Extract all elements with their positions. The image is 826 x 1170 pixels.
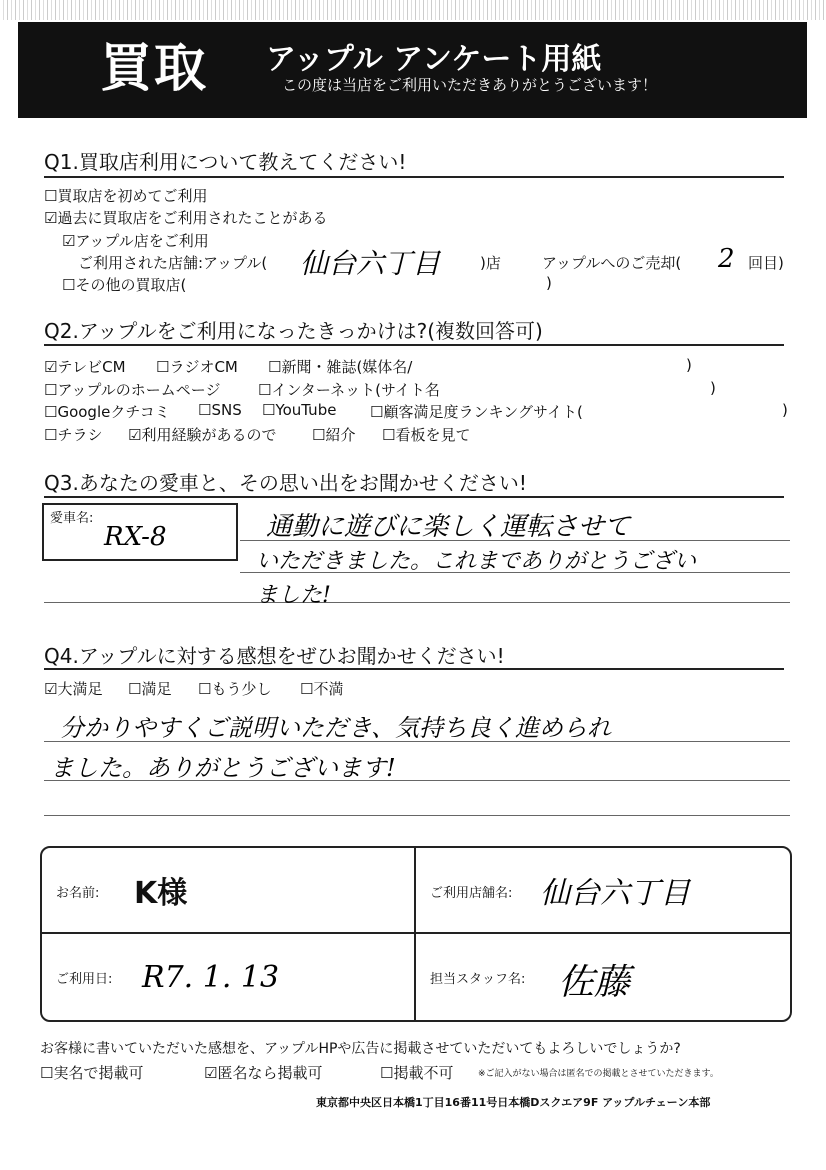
car-name-value[interactable]: RX-8 xyxy=(104,522,167,552)
staff-name-value[interactable]: 佐藤 xyxy=(558,962,631,1003)
q2-option-flyer[interactable]: ☐チラシ xyxy=(44,426,103,444)
q2-option-experience[interactable]: ☑利用経験があるので xyxy=(128,426,277,444)
q3-title: Q3.あなたの愛車と、その思い出をお聞かせください! xyxy=(44,471,527,495)
q1-count-value[interactable]: 2 xyxy=(718,244,735,274)
customer-name-value[interactable]: K様 xyxy=(134,876,188,911)
q1-option-past[interactable]: ☑過去に買取店をご利用されたことがある xyxy=(44,209,328,227)
company-address: 東京都中央区日本橋1丁目16番11号日本橋Dスクエア9F アップルチェーン本部 xyxy=(316,1096,711,1109)
staff-name-label: 担当スタッフ名: xyxy=(430,972,526,987)
q4-comment-line-2[interactable]: ました。ありがとうございます! xyxy=(50,754,396,782)
customer-name-label: お名前: xyxy=(56,886,100,901)
q4-comment-line-1[interactable]: 分かりやすくご説明いただき、気持ち良く進められ xyxy=(60,714,612,742)
q2-option-newspaper[interactable]: ☐新聞・雑誌(媒体名/ xyxy=(268,358,413,376)
q1-count-suffix: 回目) xyxy=(748,254,784,272)
consent-option-anonymous[interactable]: ☑匿名なら掲載可 xyxy=(204,1064,323,1082)
q1-store-value[interactable]: 仙台六丁目 xyxy=(300,247,441,280)
info-box-horizontal-divider xyxy=(42,932,790,934)
q1-option-other[interactable]: ☐その他の買取店( xyxy=(62,276,187,294)
used-store-label: ご利用店舗名: xyxy=(430,886,513,901)
q2-row1-close: ) xyxy=(686,356,692,374)
q4-option-satisfied[interactable]: ☐満足 xyxy=(128,680,172,698)
top-scan-noise xyxy=(0,0,826,20)
q2-option-ranking[interactable]: ☐顧客満足度ランキングサイト( xyxy=(370,403,583,421)
q3-underline xyxy=(44,496,784,498)
q2-option-google[interactable]: ☐Googleクチコミ xyxy=(44,403,170,421)
q3-memory-line-3[interactable]: ました! xyxy=(256,583,331,608)
q1-count-label: アップルへのご売却( xyxy=(542,254,682,272)
q1-other-close: ) xyxy=(546,274,552,292)
q2-option-tvcm[interactable]: ☑テレビCM xyxy=(44,358,126,376)
q4-option-unsatisfied[interactable]: ☐不満 xyxy=(300,680,344,698)
q2-row2-close: ) xyxy=(710,379,716,397)
consent-note: ※ご記入がない場合は匿名での掲載とさせていただきます。 xyxy=(478,1069,719,1079)
q4-line-3 xyxy=(44,815,790,816)
q2-option-radiocm[interactable]: ☐ラジオCM xyxy=(156,358,238,376)
q4-title: Q4.アップルに対する感想をぜひお聞かせください! xyxy=(44,644,505,668)
info-box-vertical-divider xyxy=(414,848,416,1020)
car-name-label: 愛車名: xyxy=(50,511,94,526)
usage-date-label: ご利用日: xyxy=(56,972,113,987)
header-big-title: 買取 xyxy=(100,39,209,99)
publish-consent-question: お客様に書いていただいた感想を、アップルHPや広告に掲載させていただいてもよろしいでしょうか? xyxy=(40,1041,681,1057)
q1-store-label: ご利用された店舗:アップル( xyxy=(78,254,268,272)
q2-option-homepage[interactable]: ☐アップルのホームページ xyxy=(44,381,221,399)
q3-memory-line-1[interactable]: 通勤に遊びに楽しく運転させて xyxy=(266,512,631,542)
usage-date-value[interactable]: R7. 1. 13 xyxy=(142,960,280,995)
header-subtitle: この度は当店をご利用いただきありがとうございます！ xyxy=(282,76,658,94)
q4-option-somewhat[interactable]: ☐もう少し xyxy=(198,680,272,698)
q1-title: Q1.買取店利用について教えてください! xyxy=(44,150,407,174)
q1-option-apple[interactable]: ☑アップル店をご利用 xyxy=(62,232,209,250)
q1-store-suffix: )店 xyxy=(480,254,501,272)
consent-option-real-name[interactable]: ☐実名で掲載可 xyxy=(40,1064,144,1082)
q3-memory-line-2[interactable]: いただきました。これまでありがとうござい xyxy=(256,549,697,574)
q2-title: Q2.アップルをご利用になったきっかけは?(複数回答可) xyxy=(44,319,543,343)
q1-option-first[interactable]: ☐買取店を初めてご利用 xyxy=(44,187,208,205)
q2-row3-close: ) xyxy=(782,401,788,419)
q3-line-3 xyxy=(44,602,790,603)
q2-option-internet[interactable]: ☐インターネット(サイト名 xyxy=(258,381,440,399)
q2-option-referral[interactable]: ☐紹介 xyxy=(312,426,356,444)
q2-option-signboard[interactable]: ☐看板を見て xyxy=(382,426,471,444)
consent-option-decline[interactable]: ☐掲載不可 xyxy=(380,1064,454,1082)
q2-option-youtube[interactable]: ☐YouTube xyxy=(262,401,337,419)
q2-option-sns[interactable]: ☐SNS xyxy=(198,401,242,419)
q1-underline xyxy=(44,176,784,178)
header-title: アップル アンケート用紙 xyxy=(266,42,602,77)
q4-option-very-satisfied[interactable]: ☑大満足 xyxy=(44,680,103,698)
q4-underline xyxy=(44,668,784,670)
used-store-value[interactable]: 仙台六丁目 xyxy=(540,876,690,911)
q2-underline xyxy=(44,344,784,346)
